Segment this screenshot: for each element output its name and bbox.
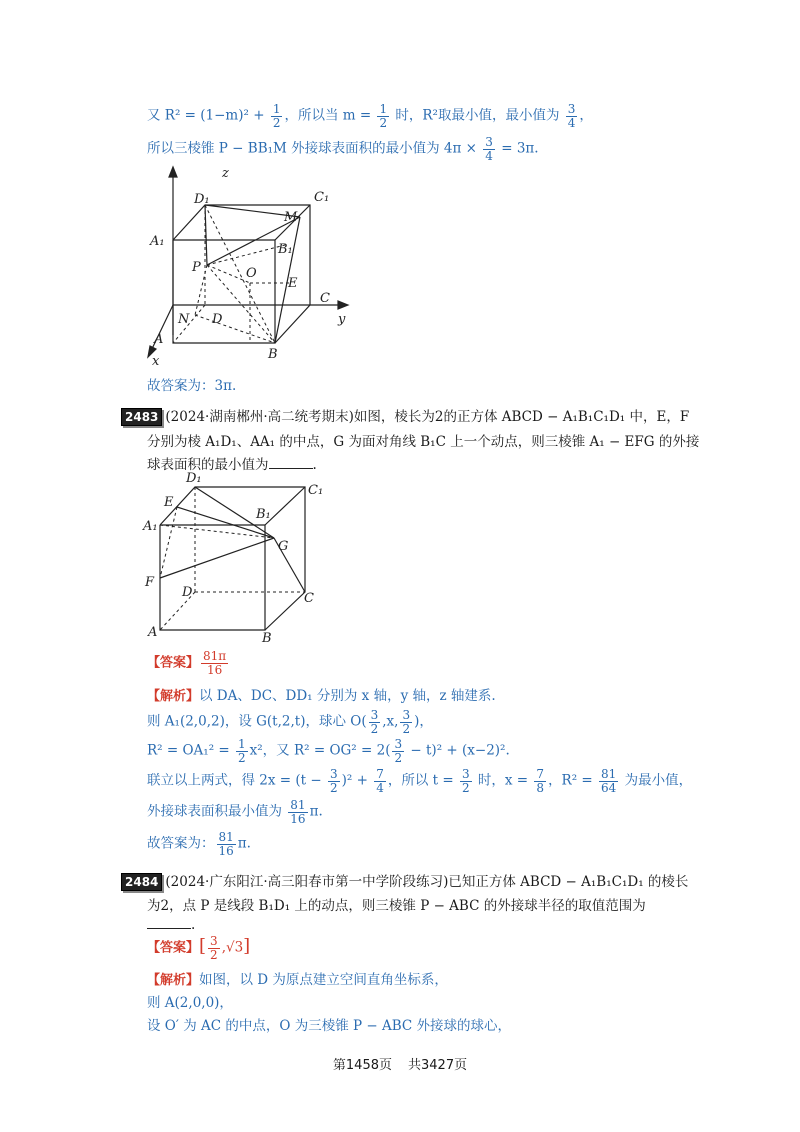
analysis-2484-line-1: 【解析】如图，以 D 为原点建立空间直角坐标系，	[147, 972, 448, 988]
fraction: $\frac{7}{4}$	[376, 767, 384, 795]
total-pages: 共3427页	[408, 1058, 468, 1073]
analysis-2483-line-6: 故答案为： $\frac{81}{16}$ π.	[147, 830, 251, 858]
question-2484-line-2: 为2，点 P 是线段 B₁D₁ 上的动点，则三棱锥 P − ABC 的外接球半径的取值范围为	[147, 898, 646, 914]
label-M: M	[284, 210, 298, 225]
label-D1: D₁	[194, 192, 210, 207]
question-2484-line-3: .	[147, 916, 195, 933]
label-x: x	[152, 354, 160, 369]
label-C1: C₁	[314, 190, 330, 205]
label-B: B	[262, 631, 272, 645]
fraction: $\frac{1}{2}$	[238, 737, 246, 765]
question-2484-line-1: 2484 (2024·广东阳江·高三阳春市第一中学阶段练习)已知正方体 ABCD − A₁B₁C₁D₁ 的棱长	[121, 870, 688, 891]
answer-line: 故答案为：3π.	[147, 378, 237, 394]
fraction: $\frac{3}{2}$	[394, 737, 403, 765]
answer-2483: 【答案】 $\frac{81\pi}{16}$	[147, 649, 227, 677]
label-z: z	[222, 166, 229, 181]
analysis-2483-line-4: 联立以上两式，得 2x = (t − $\frac{3}{2}$ )² + $\frac{7}{4}$ ，所以 t = $\frac{3}{2}$ 时，x = $\frac{7}{8}$ ，R² = $\frac{81}{64}$ 为最小值，	[147, 767, 693, 795]
answer-blank	[269, 456, 313, 469]
label-A: A	[154, 332, 164, 347]
question-2483-line-3: 球表面积的最小值为 .	[147, 457, 317, 473]
fraction: $\frac{3}{4}$	[485, 135, 493, 163]
fraction: $\frac{3}{2}$	[329, 767, 338, 795]
label-B1: B₁	[278, 242, 293, 257]
analysis-2484-line-2: 则 A(2,0,0)，	[147, 995, 233, 1011]
label-A1: A₁	[150, 234, 165, 249]
label-P: P	[192, 260, 201, 275]
solution-line-2: 所以三棱锥 P − BB₁M 外接球表面积的最小值为 4π × $\frac{3}{4}$ = 3π.	[147, 135, 539, 163]
label-F: F	[145, 575, 155, 590]
label-O: O	[246, 266, 257, 281]
question-number: 2483	[121, 408, 162, 426]
answer-blank	[147, 916, 191, 929]
solution-line-1: 又 R² = (1−m)² + $\frac{1}{2}$ ，所以当 m = $\frac{1}{2}$ 时，R²取最小值，最小值为 $\frac{3}{4}$ ，	[147, 102, 593, 130]
fraction: $\frac{81}{64}$	[601, 767, 617, 795]
label-C1: C₁	[308, 483, 324, 498]
fraction: $\frac{3}{2}$	[461, 767, 470, 795]
label-D: D	[182, 585, 193, 600]
label-E: E	[164, 495, 174, 510]
fraction: $\frac{3}{2}$	[370, 708, 379, 736]
analysis-2483-line-2: 则 A₁(2,0,2)，设 G(t,2,t)，球心 O( $\frac{3}{2}$ ,x, $\frac{3}{2}$ )，	[147, 708, 433, 736]
fraction: $\frac{1}{2}$	[272, 102, 281, 130]
label-N: N	[178, 312, 190, 327]
cube-figure-1	[140, 165, 360, 370]
label-y: y	[338, 312, 346, 327]
label-A: A	[148, 625, 158, 640]
fraction: $\frac{3}{2}$	[210, 934, 218, 962]
fraction: $\frac{3}{2}$	[402, 708, 411, 736]
label-G: G	[278, 539, 289, 554]
page-number: 第1458页	[332, 1058, 392, 1073]
label-D1: D₁	[186, 471, 202, 486]
analysis-2483-line-1: 【解析】以 DA、DC、DD₁ 分别为 x 轴，y 轴，z 轴建系.	[147, 688, 496, 704]
analysis-2484-line-3: 设 O′ 为 AC 的中点，O 为三棱锥 P − ABC 外接球的球心，	[147, 1018, 512, 1034]
label-B1: B₁	[256, 507, 271, 522]
fraction: $\frac{81}{16}$	[290, 798, 306, 826]
fraction: $\frac{81}{16}$	[218, 830, 234, 858]
label-C: C	[320, 291, 330, 306]
label-C: C	[304, 591, 314, 606]
label-B: B	[268, 347, 278, 362]
fraction: $\frac{7}{8}$	[536, 767, 545, 795]
question-2483-line-2: 分别为棱 A₁D₁、AA₁ 的中点，G 为面对角线 B₁C 上一个动点，则三棱锥 A₁ − EFG 的外接	[147, 434, 700, 450]
cube-figure-2	[140, 470, 340, 645]
analysis-2483-line-3: R² = OA₁² = $\frac{1}{2}$ x²，又 R² = OG² = 2( $\frac{3}{2}$ − t)² + (x−2)².	[147, 737, 510, 765]
label-E: E	[288, 276, 298, 291]
question-2483-line-1: 2483 (2024·湖南郴州·高二统考期末)如图，棱长为2的正方体 ABCD − A₁B₁C₁D₁ 中，E，F	[121, 405, 689, 426]
fraction: $\frac{81\pi}{16}$	[203, 649, 227, 677]
label-A1: A₁	[143, 519, 158, 534]
fraction: $\frac{1}{2}$	[379, 102, 388, 130]
label-D: D	[212, 312, 223, 327]
fraction: $\frac{3}{4}$	[567, 102, 576, 130]
page-footer	[0, 1054, 800, 1073]
analysis-2483-line-5: 外接球表面积最小值为 $\frac{81}{16}$ π.	[147, 798, 323, 826]
question-number: 2484	[121, 873, 162, 891]
answer-2484: 【答案】[ $\frac{3}{2}$ ,√3]	[147, 934, 251, 962]
